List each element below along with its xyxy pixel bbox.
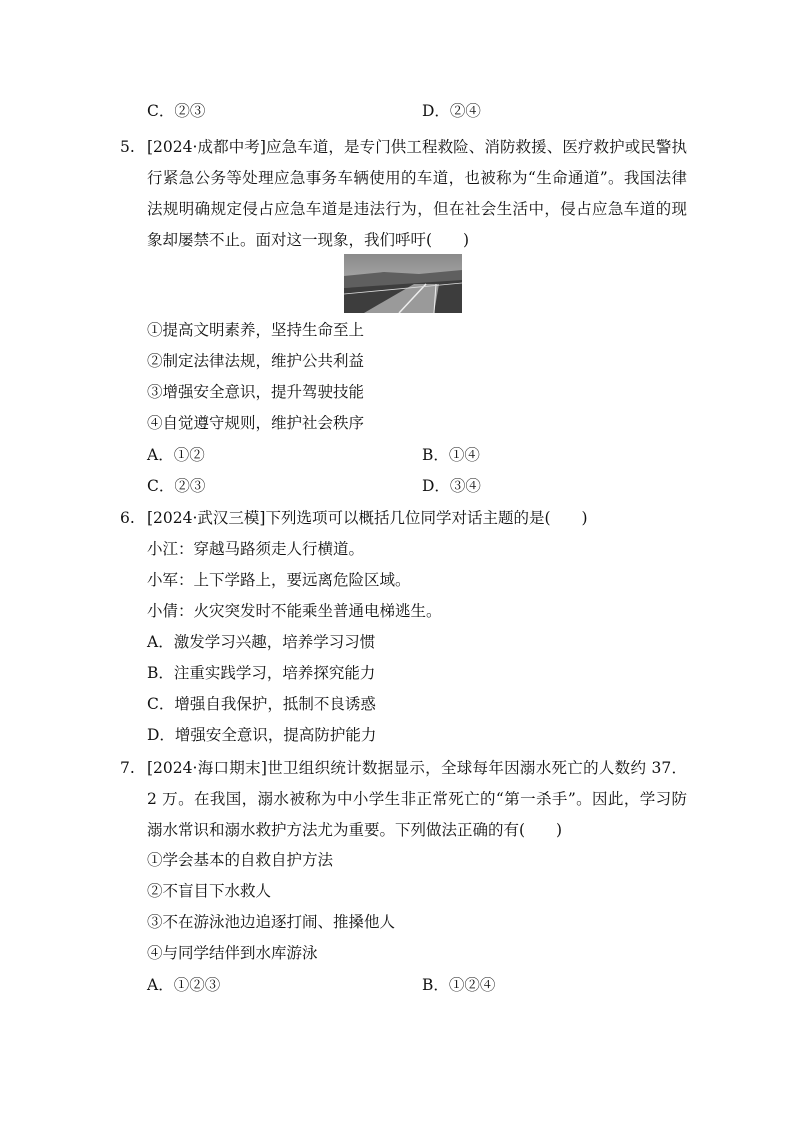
q6-option-c: C．增强自我保护，抵制不良诱惑 [147,695,376,713]
q5-item-1: ①提高文明素养，坚持生命至上 [147,321,365,339]
q6-option-d: D．增强安全意识，提高防护能力 [147,726,377,744]
q6-option-a: A．激发学习兴趣，培养学习习惯 [147,633,376,651]
option-c-prev: C．②③ [147,102,206,120]
question-5-number: 5. [120,138,135,156]
q7-item-3: ③不在游泳池边追逐打闹、推搡他人 [147,913,396,931]
question-7-number: 7. [120,759,135,777]
question-7-stem: [2024·海口期末]世卫组织统计数据显示，全球每年因溺水死亡的人数约 37．2 万。在我国，溺水被称为中小学生非正常死亡的“第一杀手”。因此，学习防溺水常识和溺水救护方法尤为重要。下列做法正确的有( ) [147,759,687,839]
q6-dialogue-2: 小军：上下学路上，要远离危险区域。 [147,571,411,589]
q5-option-b: B．①④ [422,446,480,464]
question-6-number: 6. [120,509,135,527]
q7-item-2: ②不盲目下水救人 [147,882,272,900]
question-5-stem: [2024·成都中考]应急车道，是专门供工程救险、消防救援、医疗救护或民警执行紧急公务等处理应急事务车辆使用的车道，也被称为“生命通道”。我国法律法规明确规定侵占应急车道是违法行为，但在社会生活中，侵占应急车道的现象却屡禁不止。面对这一现象，我们呼吁( ) [147,138,687,249]
q5-item-4: ④自觉遵守规则，维护社会秩序 [147,414,365,432]
question-6-stem: [2024·武汉三模]下列选项可以概括几位同学对话主题的是( ) [147,509,588,527]
q7-item-1: ①学会基本的自救自护方法 [147,851,334,869]
q5-option-a: A．①② [147,446,205,464]
q5-item-3: ③增强安全意识，提升驾驶技能 [147,383,365,401]
q6-option-b: B．注重实践学习，培养探究能力 [147,664,376,682]
option-d-prev: D．②④ [422,102,481,120]
q7-option-b: B．①②④ [422,976,496,994]
q5-option-c: C．②③ [147,477,206,495]
q5-option-d: D．③④ [422,477,481,495]
q7-item-4: ④与同学结伴到水库游泳 [147,944,318,962]
q5-item-2: ②制定法律法规，维护公共利益 [147,352,365,370]
emergency-lane-photo [344,254,462,313]
q7-option-a: A．①②③ [147,976,221,994]
q6-dialogue-3: 小倩：火灾突发时不能乘坐普通电梯逃生。 [147,602,442,620]
q6-dialogue-1: 小江：穿越马路须走人行横道。 [147,540,365,558]
